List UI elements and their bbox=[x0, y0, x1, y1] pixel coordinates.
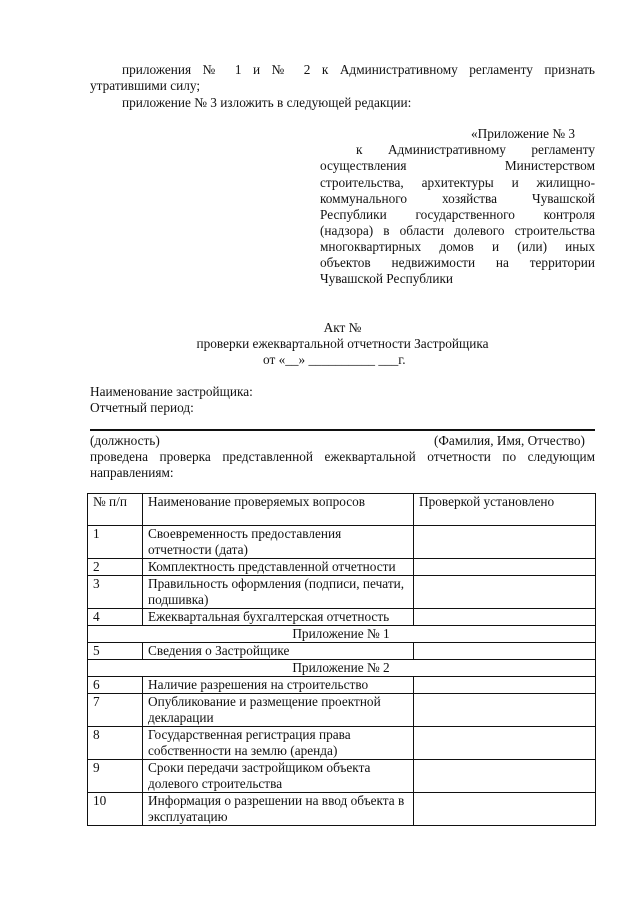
statement-line-2: направлениям: bbox=[90, 465, 174, 480]
appendix-header-line-10: Чувашской Республики bbox=[320, 271, 454, 286]
row-question: Ежеквартальная бухгалтерская отчетность bbox=[143, 609, 414, 626]
row-number: 1 bbox=[88, 526, 143, 559]
table-subheading-row bbox=[88, 626, 596, 643]
table-header-row bbox=[88, 494, 596, 526]
row-result-cell bbox=[414, 760, 596, 793]
row-number: 3 bbox=[88, 576, 143, 609]
table-row bbox=[88, 559, 596, 576]
appendix-header-line-3: осуществления Министерством bbox=[320, 158, 595, 173]
row-question: Наличие разрешения на строительство bbox=[143, 677, 414, 694]
row-result-cell bbox=[414, 643, 596, 660]
row-result-cell bbox=[414, 727, 596, 760]
appendix-header-line-6: Республики государственного контроля bbox=[320, 207, 595, 222]
row-number: 5 bbox=[88, 643, 143, 660]
row-number: 6 bbox=[88, 677, 143, 694]
row-number: 8 bbox=[88, 727, 143, 760]
subheading-appendix-1: Приложение № 1 bbox=[88, 626, 596, 643]
signature-rule bbox=[90, 429, 595, 431]
intro-line-3: приложение № 3 изложить в следующей редакции: bbox=[122, 95, 412, 110]
table-row bbox=[88, 694, 596, 727]
table-row bbox=[88, 760, 596, 793]
row-question: Правильность оформления (подписи, печати, подшивка) bbox=[143, 576, 414, 609]
position-caption: (должность) bbox=[90, 433, 160, 448]
appendix-header-line-2: к Административному регламенту bbox=[356, 142, 595, 157]
row-result-cell bbox=[414, 576, 596, 609]
appendix-header-line-4: строительства, архитектуры и жилищно- bbox=[320, 175, 595, 190]
table-row bbox=[88, 609, 596, 626]
row-result-cell bbox=[414, 677, 596, 694]
header-number: № п/п bbox=[88, 494, 143, 526]
row-number: 2 bbox=[88, 559, 143, 576]
appendix-header-line-9: объектов недвижимости на территории bbox=[320, 255, 595, 270]
row-number: 10 bbox=[88, 793, 143, 826]
row-number: 4 bbox=[88, 609, 143, 626]
appendix-header-line-8: многоквартирных домов и (или) иных bbox=[320, 239, 595, 254]
table-row bbox=[88, 526, 596, 559]
table-row bbox=[88, 727, 596, 760]
row-question: Сведения о Застройщике bbox=[143, 643, 414, 660]
act-title-line-3: от «__» __________ ___г. bbox=[263, 352, 406, 367]
row-result-cell bbox=[414, 793, 596, 826]
table-row bbox=[88, 576, 596, 609]
full-name-caption: (Фамилия, Имя, Отчество) bbox=[434, 433, 585, 448]
row-number: 9 bbox=[88, 760, 143, 793]
developer-name-label: Наименование застройщика: bbox=[90, 384, 253, 399]
row-result-cell bbox=[414, 526, 596, 559]
row-question: Опубликование и размещение проектной декларации bbox=[143, 694, 414, 727]
row-question: Комплектность представленной отчетности bbox=[143, 559, 414, 576]
table-row bbox=[88, 643, 596, 660]
appendix-header-line-1: «Приложение № 3 bbox=[471, 126, 575, 141]
table-row bbox=[88, 793, 596, 826]
row-result-cell bbox=[414, 694, 596, 727]
row-question: Сроки передачи застройщиком объекта долевого строительства bbox=[143, 760, 414, 793]
intro-line-2: утратившими силу; bbox=[90, 78, 201, 93]
row-result-cell bbox=[414, 559, 596, 576]
row-question: Государственная регистрация права собственности на землю (аренда) bbox=[143, 727, 414, 760]
table-subheading-row bbox=[88, 660, 596, 677]
intro-line-1: приложения № 1 и № 2 к Административному регламенту признать bbox=[122, 62, 595, 77]
act-title-line-2: проверки ежеквартальной отчетности Застройщика bbox=[196, 336, 489, 351]
appendix-header-line-5: коммунального хозяйства Чувашской bbox=[320, 191, 595, 206]
report-period-label: Отчетный период: bbox=[90, 400, 194, 415]
statement-line-1: проведена проверка представленной ежеквартальной отчетности по следующим bbox=[90, 449, 595, 464]
appendix-header-line-7: (надзора) в области долевого строительства bbox=[320, 223, 595, 238]
act-title-line-1: Акт № bbox=[323, 320, 362, 335]
row-question: Информация о разрешении на ввод объекта в эксплуатацию bbox=[143, 793, 414, 826]
header-result: Проверкой установлено bbox=[414, 494, 596, 526]
header-question: Наименование проверяемых вопросов bbox=[143, 494, 414, 526]
row-number: 7 bbox=[88, 694, 143, 727]
table-row bbox=[88, 677, 596, 694]
row-question: Своевременность предоставления отчетности (дата) bbox=[143, 526, 414, 559]
subheading-appendix-2: Приложение № 2 bbox=[88, 660, 596, 677]
checks-table bbox=[87, 493, 596, 826]
row-result-cell bbox=[414, 609, 596, 626]
